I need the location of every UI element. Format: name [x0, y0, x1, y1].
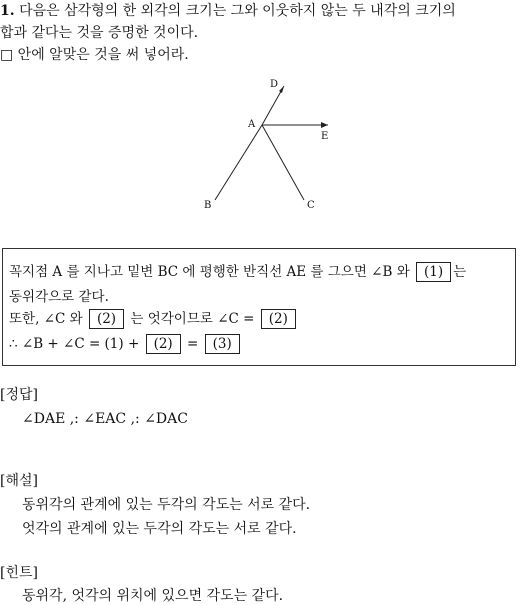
question-line-2: 합과 같다는 것을 증명한 것이다. — [0, 25, 199, 41]
explanation-heading: [해설] — [0, 473, 38, 489]
label-d: D — [270, 79, 279, 90]
arrowhead-e — [321, 122, 328, 128]
blank-box-2b: (2) — [261, 309, 296, 329]
explanation-line-1: 동위각의 관계에 있는 두각의 각도는 서로 같다. — [22, 497, 311, 513]
side-ac — [262, 125, 304, 200]
blank-box-2: (2) — [89, 309, 124, 329]
proof-line-1-text: 꼭지점 A 를 지나고 밑변 BC 에 평행한 반직선 AE 를 그으면 ∠B 와 — [9, 264, 410, 280]
proof-line-4-text: ∴ ∠B + ∠C = (1) + — [9, 336, 140, 352]
proof-line-3 — [9, 309, 298, 329]
label-c: C — [307, 200, 315, 211]
answer-text: ∠DAE ,: ∠EAC ,: ∠DAC — [22, 411, 188, 427]
side-ab — [215, 125, 262, 200]
proof-line-2: 동위각으로 같다. — [9, 289, 109, 305]
blank-box-2c: (2) — [146, 334, 181, 354]
question-text-1: 다음은 삼각형의 한 외각의 크기는 그와 이웃하지 않는 두 내각의 크기의 — [19, 3, 456, 19]
hint-heading: [힌트] — [0, 565, 38, 581]
proof-line-3-text: 또한, ∠C 와 — [9, 311, 83, 327]
question-line-1 — [0, 2, 456, 20]
proof-box — [2, 248, 516, 366]
hint-line-1: 동위각, 엇각의 위치에 있으면 각도는 같다. — [22, 588, 284, 604]
proof-line-1 — [9, 262, 466, 282]
blank-box-3: (3) — [205, 334, 240, 354]
explanation-line-2: 엇각의 관계에 있는 두각의 각도는 서로 같다. — [22, 521, 297, 537]
proof-line-1-end: 는 — [453, 264, 467, 280]
blank-box-1: (1) — [416, 262, 451, 282]
arrowhead-d — [279, 86, 284, 93]
label-e: E — [321, 131, 329, 142]
label-b: B — [204, 200, 212, 211]
proof-line-4-eq: = — [187, 336, 199, 352]
triangle-figure — [200, 78, 340, 218]
proof-line-3-mid: 는 엇각이므로 ∠C = — [130, 311, 255, 327]
proof-line-4 — [9, 334, 242, 354]
question-instruction: □ 안에 알맞은 것을 써 넣어라. — [0, 47, 189, 63]
label-a: A — [248, 119, 256, 130]
question-number: 1. — [0, 3, 15, 19]
answer-heading: [정답] — [0, 387, 38, 403]
